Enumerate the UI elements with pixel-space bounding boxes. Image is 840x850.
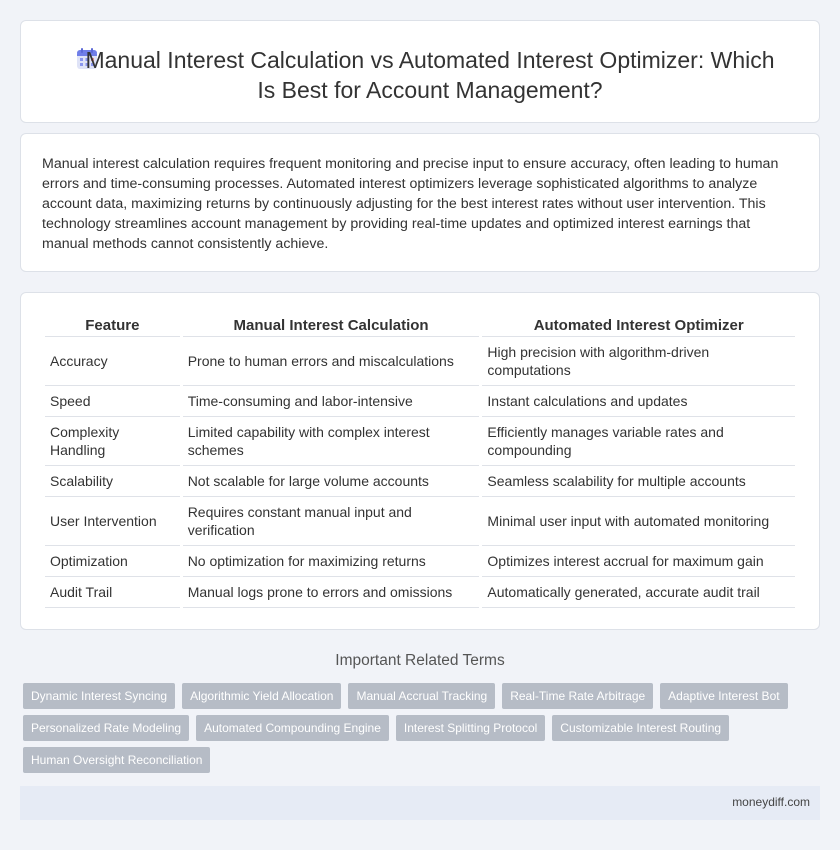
footer-site-link[interactable]: moneydiff.com	[732, 795, 810, 809]
manual-cell: No optimization for maximizing returns	[183, 546, 480, 577]
automated-cell: Automatically generated, accurate audit trail	[482, 577, 795, 608]
header-automated: Automated Interest Optimizer	[482, 315, 795, 337]
manual-cell: Manual logs prone to errors and omissions	[183, 577, 480, 608]
feature-cell: Optimization	[45, 546, 180, 577]
header-manual: Manual Interest Calculation	[183, 315, 480, 337]
footer	[20, 786, 820, 820]
automated-cell: Seamless scalability for multiple accounts	[482, 466, 795, 497]
title-card	[20, 20, 820, 123]
manual-cell: Prone to human errors and miscalculations	[183, 337, 480, 386]
feature-cell: User Intervention	[45, 497, 180, 546]
feature-cell: Accuracy	[45, 337, 180, 386]
table-row	[45, 546, 795, 577]
table-header-row	[45, 315, 795, 337]
table-row	[45, 577, 795, 608]
manual-cell: Not scalable for large volume accounts	[183, 466, 480, 497]
manual-cell: Time-consuming and labor-intensive	[183, 386, 480, 417]
table-row	[45, 417, 795, 466]
feature-cell: Audit Trail	[45, 577, 180, 608]
related-terms-list	[23, 683, 803, 773]
table-row	[45, 497, 795, 546]
comparison-table	[42, 315, 798, 608]
page-title: Manual Interest Calculation vs Automated Interest Optimizer: Which Is Best for Account Management?	[85, 47, 775, 103]
related-term-tag[interactable]: Personalized Rate Modeling	[23, 715, 189, 741]
table-row	[45, 466, 795, 497]
intro-paragraph: Manual interest calculation requires frequent monitoring and precise input to ensure accuracy, often leading to human errors and time-consuming processes. Automated interest optimizers leverage sophisticated algorithms to analyze account data, maximizing returns by continuously adjusting for the best interest rates without user intervention. This technology streamlines account management by providing real-time updates and optimized interest earnings that manual methods cannot consistently achieve.	[42, 156, 779, 252]
automated-cell: Instant calculations and updates	[482, 386, 795, 417]
feature-cell: Complexity Handling	[45, 417, 180, 466]
manual-cell: Limited capability with complex interest schemes	[183, 417, 480, 466]
related-term-tag[interactable]: Adaptive Interest Bot	[660, 683, 787, 709]
related-term-tag[interactable]: Algorithmic Yield Allocation	[182, 683, 341, 709]
header-feature: Feature	[45, 315, 180, 337]
table-row	[45, 386, 795, 417]
feature-cell: Scalability	[45, 466, 180, 497]
related-term-tag[interactable]: Human Oversight Reconciliation	[23, 747, 210, 773]
feature-cell: Speed	[45, 386, 180, 417]
table-row	[45, 337, 795, 386]
intro-card	[20, 133, 820, 272]
related-term-tag[interactable]: Dynamic Interest Syncing	[23, 683, 175, 709]
automated-cell: Optimizes interest accrual for maximum gain	[482, 546, 795, 577]
manual-cell: Requires constant manual input and verification	[183, 497, 480, 546]
comparison-card	[20, 292, 820, 630]
related-term-tag[interactable]: Manual Accrual Tracking	[348, 683, 495, 709]
related-term-tag[interactable]: Interest Splitting Protocol	[396, 715, 545, 741]
related-term-tag[interactable]: Automated Compounding Engine	[196, 715, 389, 741]
related-terms-heading: Important Related Terms	[335, 652, 505, 669]
related-term-tag[interactable]: Customizable Interest Routing	[552, 715, 729, 741]
related-term-tag[interactable]: Real-Time Rate Arbitrage	[502, 683, 653, 709]
automated-cell: High precision with algorithm-driven computations	[482, 337, 795, 386]
automated-cell: Minimal user input with automated monitoring	[482, 497, 795, 546]
automated-cell: Efficiently manages variable rates and compounding	[482, 417, 795, 466]
